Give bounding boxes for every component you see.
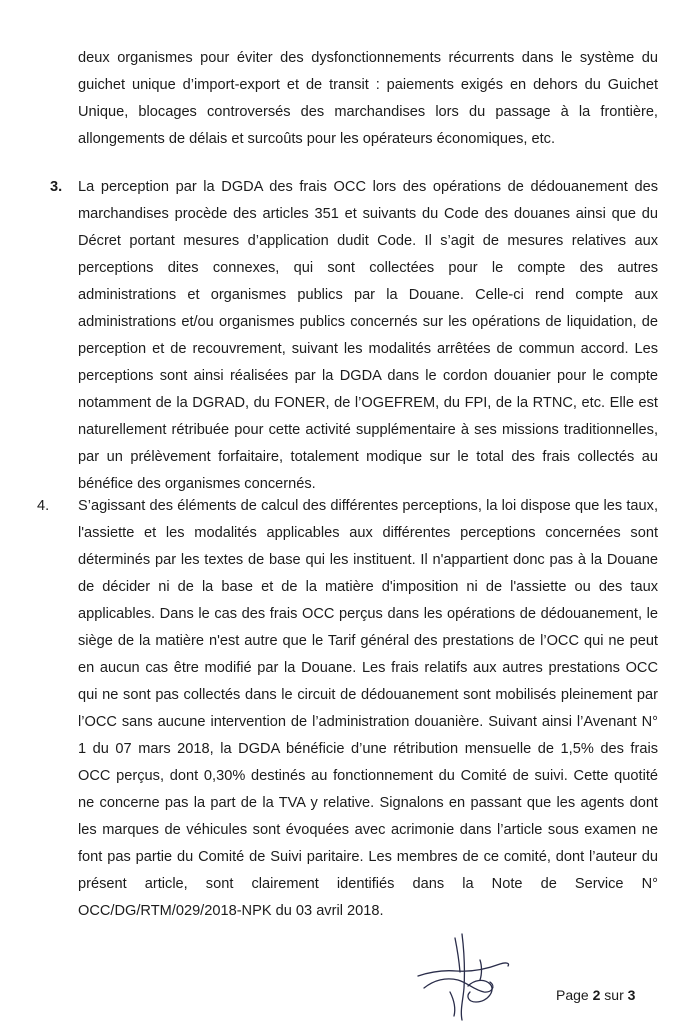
page-total: 3 (627, 987, 636, 1003)
item-4-number: 4. (37, 498, 50, 514)
page-number (556, 987, 635, 1003)
intro-paragraph: deux organismes pour éviter des dysfonctionnements récurrents dans le système du guichet unique d’import-export et de transit : paiements exigés en dehors du Guichet Unique, blocages controversés des marchandises lors du passage à la frontière, allongements de délais et surcoûts pour les opérateurs économiques, etc. (78, 50, 658, 147)
item-3-number: 3. (50, 179, 63, 195)
page-separator: sur (604, 987, 624, 1003)
page-current: 2 (592, 987, 601, 1003)
item-4-paragraph: S’agissant des éléments de calcul des différentes perceptions, la loi dispose que les taux, l'assiette et les modalités applicables aux différentes perceptions concernées sont déterminés par les textes de base qui les instituent. Il n'appartient donc pas à la Douane de décider ni de la base et de la matière d'imposition ni de l'assiette ou des taux applicables. Dans le cas des frais OCC perçus dans les opérations de dédouanement, le siège de la matière n'est autre que le Tarif général des prestations de l’OCC qui ne peut en aucun cas être modifié par la Douane. Les frais relatifs aux autres prestations OCC qui ne sont pas collectés dans le circuit de dédouanement sont mobilisés pleinement par l’OCC sans aucune intervention de l’administration douanière. Suivant ainsi l’Avenant N° 1 du 07 mars 2018, la DGDA bénéficie d’une rétribution mensuelle de 1,5% des frais OCC perçus, dont 0,30% destinés au fonctionnement du Comité de suivi. Cette quotité ne concerne pas la part de la TVA y relative. Signalons en passant que les agents dont les marques de véhicules sont évoquées avec acrimonie dans l’article sous examen ne font pas partie du Comité de Suivi paritaire. Les membres de ce comité, dont l’auteur du présent article, sont clairement identifiés dans la Note de Service N° OCC/DG/RTM/029/2018-NPK du 03 avril 2018. (78, 498, 658, 919)
page-label: Page (556, 987, 589, 1003)
handwritten-signature (410, 930, 530, 1022)
item-3-paragraph: La perception par la DGDA des frais OCC lors des opérations de dédouanement des marchandises procède des articles 351 et suivants du Code des douanes ainsi que du Décret portant mesures d’application dudit Code. Il s’agit de mesures relatives aux perceptions dites connexes, qui sont collectées pour le compte des autres administrations et organismes publics par la Douane. Celle-ci rend compte aux administrations et/ou organismes publics concernés sur les opérations de liquidation, de perception et de recouvrement, suivant les modalités arrêtées de commun accord. Les perceptions sont ainsi réalisées par la DGDA dans le cordon douanier pour le compte notamment de la DGRAD, du FONER, de l’OGEFREM, du FPI, de la RTNC, etc. Elle est naturellement rétribuée pour cette activité supplémentaire à ses missions traditionnelles, par un prélèvement forfaitaire, totalement modique sur le total des frais collectés au bénéfice des organismes concernés. (78, 179, 658, 492)
